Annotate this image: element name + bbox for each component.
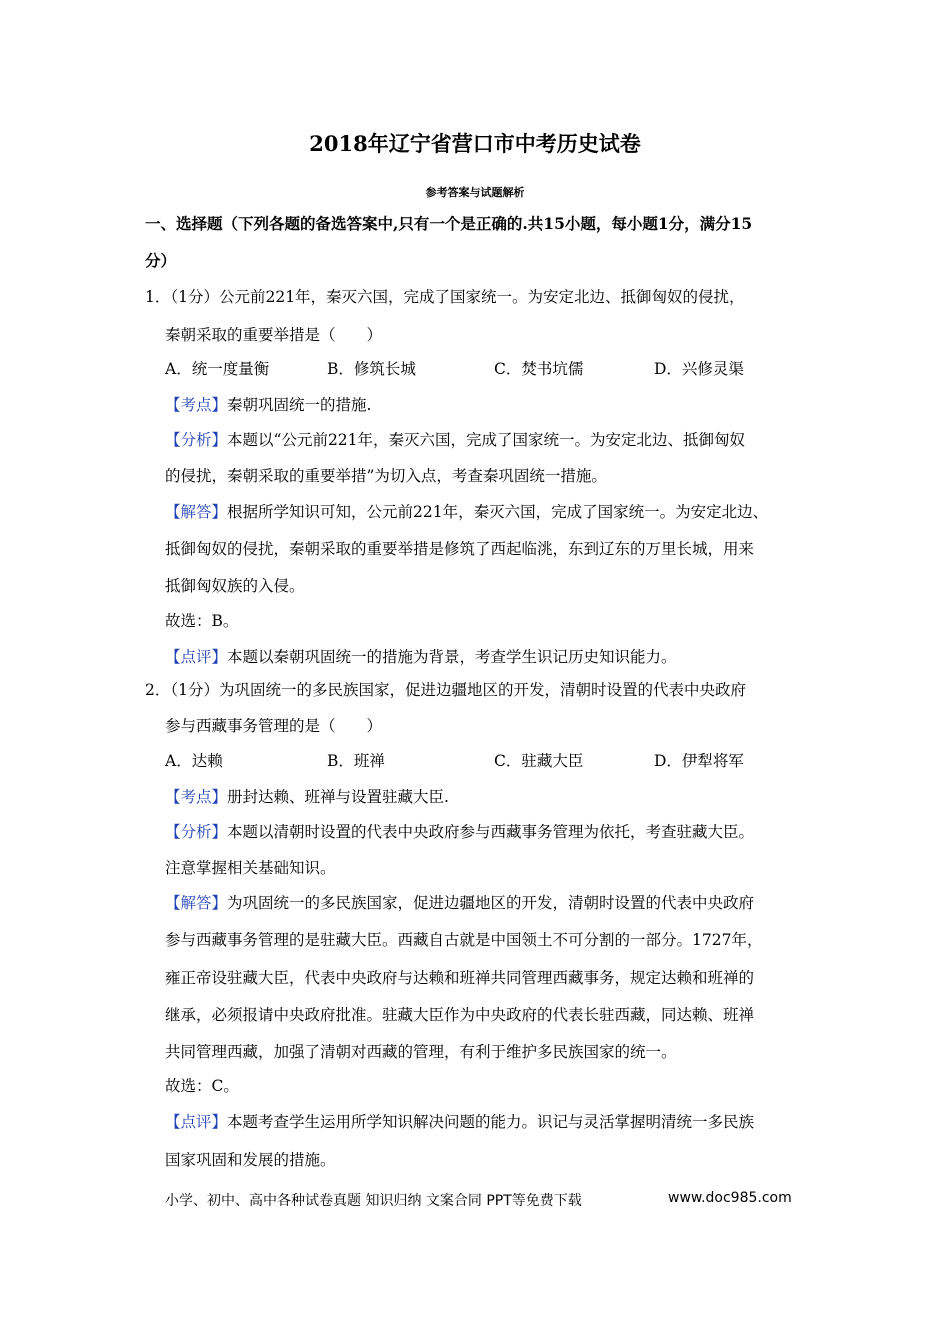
question-2-option-b: B．班禅 xyxy=(327,752,385,770)
question-2-jieda-cont-1: 参与西藏事务管理的是驻藏大臣。西藏自古就是中国领土不可分割的一部分。1727年， xyxy=(165,931,763,949)
question-2-jieda-cont-2: 雍正帝设驻藏大臣，代表中央政府与达赖和班禅共同管理西藏事务，规定达赖和班禅的 xyxy=(165,969,755,987)
kaodian-tag: 【考点】 xyxy=(165,788,228,806)
question-1-option-b: B．修筑长城 xyxy=(327,360,416,378)
question-1-fenxi-cont: 的侵扰，秦朝采取的重要举措”为切入点，考查秦巩固统一措施。 xyxy=(165,467,607,485)
fenxi-text: 本题以“公元前221年，秦灭六国，完成了国家统一。为安定北边、抵御匈奴 xyxy=(227,431,746,449)
question-2-stem-cont: 参与西藏事务管理的是（ ） xyxy=(165,717,383,735)
question-1-kaodian xyxy=(165,395,371,415)
question-1-option-c: C．焚书坑儒 xyxy=(494,360,584,378)
dianping-text: 本题考查学生运用所学知识解决问题的能力。识记与灵活掌握明清统一多民族 xyxy=(227,1113,755,1131)
kaodian-text: 册封达赖、班禅与设置驻藏大臣. xyxy=(227,788,449,806)
question-2-option-a: A．达赖 xyxy=(165,752,223,770)
question-1-jieda xyxy=(165,502,768,522)
fenxi-tag: 【分析】 xyxy=(165,823,228,841)
question-2-jieda-cont-4: 共同管理西藏，加强了清朝对西藏的管理，有利于维护多民族国家的统一。 xyxy=(165,1043,677,1061)
question-2-dianping-cont: 国家巩固和发展的措施。 xyxy=(165,1151,336,1169)
section-heading-cont: 分） xyxy=(145,251,177,270)
question-1-dianping xyxy=(165,647,677,667)
question-2-stem: 2．（1分）为巩固统一的多民族国家，促进边疆地区的开发，清朝时设置的代表中央政府 xyxy=(145,681,746,699)
kaodian-text: 秦朝巩固统一的措施. xyxy=(227,396,372,414)
question-1-jieda-cont-2: 抵御匈奴族的入侵。 xyxy=(165,577,305,595)
question-1-answer: 故选：B。 xyxy=(165,612,239,630)
question-1-stem: 1．（1分）公元前221年，秦灭六国，完成了国家统一。为安定北边、抵御匈奴的侵扰， xyxy=(145,288,745,306)
dianping-tag: 【点评】 xyxy=(165,1113,228,1131)
question-1-option-a: A．统一度量衡 xyxy=(165,360,270,378)
question-2-fenxi xyxy=(165,822,754,842)
question-2-option-c: C．驻藏大臣 xyxy=(494,752,584,770)
question-1-fenxi xyxy=(165,430,745,450)
question-2-fenxi-cont: 注意掌握相关基础知识。 xyxy=(165,859,336,877)
dianping-text: 本题以秦朝巩固统一的措施为背景，考查学生识记历史知识能力。 xyxy=(227,648,677,666)
footer-url[interactable]: www.doc985.com xyxy=(668,1190,792,1206)
question-2-jieda xyxy=(165,893,754,913)
page-subtitle: 参考答案与试题解析 xyxy=(425,186,525,199)
jieda-text: 为巩固统一的多民族国家，促进边疆地区的开发，清朝时设置的代表中央政府 xyxy=(227,894,755,912)
fenxi-tag: 【分析】 xyxy=(165,431,228,449)
question-2-jieda-cont-3: 继承，必须报请中央政府批准。驻藏大臣作为中央政府的代表长驻西藏，同达赖、班禅 xyxy=(165,1006,755,1024)
jieda-tag: 【解答】 xyxy=(165,894,228,912)
question-2-answer: 故选：C。 xyxy=(165,1077,239,1095)
fenxi-text: 本题以清朝时设置的代表中央政府参与西藏事务管理为依托，考查驻藏大臣。 xyxy=(227,823,755,841)
kaodian-tag: 【考点】 xyxy=(165,396,228,414)
dianping-tag: 【点评】 xyxy=(165,648,228,666)
jieda-tag: 【解答】 xyxy=(165,503,228,521)
question-1-option-d: D．兴修灵渠 xyxy=(654,360,744,378)
footer-text: 小学、初中、高中各种试卷真题 知识归纳 文案合同 PPT等免费下载 xyxy=(165,1193,582,1209)
section-heading: 一、选择题（下列各题的备选答案中,只有一个是正确的.共15小题，每小题1分，满分15 xyxy=(145,214,753,233)
page-title: 2018年辽宁省营口市中考历史试卷 xyxy=(309,131,641,156)
question-1-jieda-cont-1: 抵御匈奴的侵扰，秦朝采取的重要举措是修筑了西起临洮，东到辽东的万里长城，用来 xyxy=(165,540,755,558)
jieda-text: 根据所学知识可知，公元前221年，秦灭六国，完成了国家统一。为安定北边、 xyxy=(227,503,769,521)
question-1-stem-cont: 秦朝采取的重要举措是（ ） xyxy=(165,326,383,344)
question-2-kaodian xyxy=(165,787,449,807)
question-2-dianping xyxy=(165,1112,754,1132)
question-2-option-d: D．伊犁将军 xyxy=(654,752,744,770)
